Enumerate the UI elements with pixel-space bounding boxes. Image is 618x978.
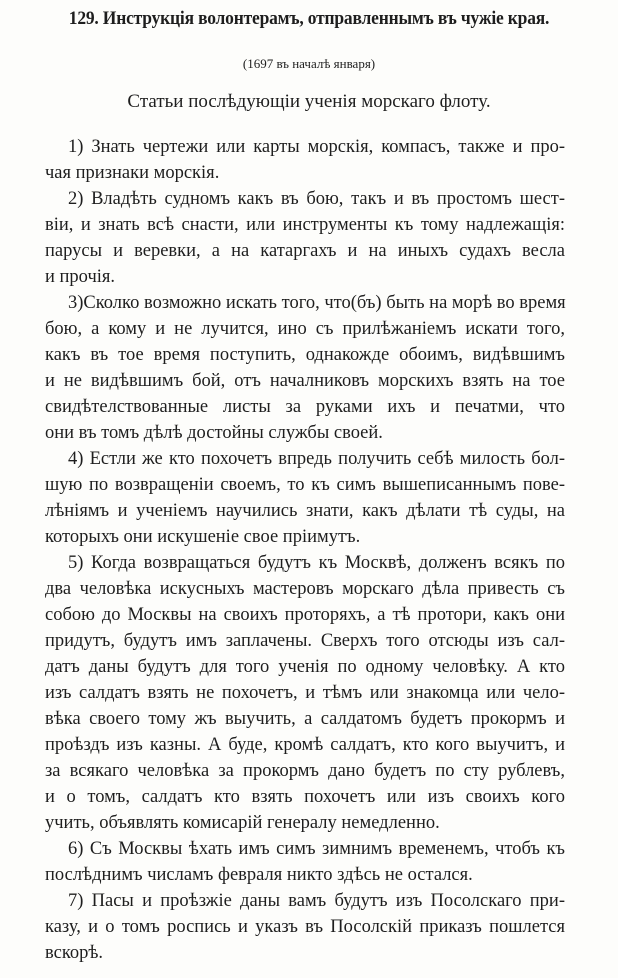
text-line: изъ салдатъ взять не похочетъ, и тѣмъ или знакомца или чело- (45, 683, 565, 703)
text-line: учить, объявлять комисарій генералу немедленно. (45, 813, 440, 833)
text-line: 5) Когда возвращаться будутъ къ Москвѣ, долженъ всякъ по (68, 553, 565, 573)
text-line: два человѣка искусныхъ мастеровъ морскаго дѣла привесть съ (45, 579, 565, 599)
text-line: 3)Сколко возможно искать того, что(бъ) быть на морѣ во время (68, 293, 566, 313)
paragraph-7 (45, 888, 565, 966)
text-line: свидѣтелствованные листы за руками ихъ и печатми, что (45, 397, 565, 417)
text-line: казу, и о томъ роспись и указъ въ Посолскій приказъ пошлется (45, 917, 565, 937)
document-title: 129. Инструкція волонтерамъ, отправленнымъ въ чужіе края. (68, 8, 550, 29)
text-line: за всякаго человѣка за прокормъ дано будетъ по сту рублевъ, (45, 761, 565, 781)
section-heading: Статьи послѣдующіи ученія морскаго флоту. (127, 91, 491, 112)
date-note: (1697 въ началѣ января) (242, 56, 376, 71)
paragraph-4 (45, 446, 565, 550)
text-line: бою, а кому и не лучится, ино съ прилѣжаніемъ искати того, (45, 319, 565, 339)
text-line: и о томъ, салдатъ кто взять похочетъ или изъ своихъ кого (45, 787, 565, 807)
paragraph-2 (45, 186, 565, 290)
text-line: вѣка своего тому жъ выучить, а салдатомъ будетъ прокормъ и (45, 709, 565, 729)
text-line: 4) Естли же кто похочетъ впредь получить себѣ милость бол- (68, 449, 565, 469)
text-line: собою до Москвы на своихъ проторяхъ, а тѣ протори, какъ они (45, 605, 565, 625)
document-body (45, 134, 565, 966)
text-line: проѣздъ изъ казны. А буде, кромѣ салдатъ, кто кого выучитъ, и (45, 735, 565, 755)
text-line: 2) Владѣть судномъ какъ въ бою, такъ и въ простомъ шест- (68, 189, 565, 209)
paragraph-1 (45, 134, 565, 186)
text-line: и прочія. (45, 267, 116, 287)
text-line: віи, и знать всѣ снасти, или инструменты къ тому надлежащія: (45, 215, 565, 235)
paragraph-6 (45, 836, 565, 888)
text-line: 6) Съ Москвы ѣхать имъ симъ зимнимъ временемъ, чтобъ къ (68, 839, 565, 859)
text-line: датъ даны будутъ для того ученія по одному человѣку. А кто (45, 657, 565, 677)
text-line: которыхъ они искушеніе свое пріимутъ. (45, 527, 361, 547)
text-line: и не видѣвшимъ бой, отъ началниковъ морскихъ взять на тое (45, 371, 565, 391)
text-line: чая признаки морскія. (45, 163, 220, 183)
text-line: 1) Знать чертежи или карты морскія, компасъ, также и про- (68, 137, 565, 157)
paragraph-5 (45, 550, 565, 836)
text-line: придутъ, будутъ имъ заплачены. Сверхъ того отсюды изъ сал- (45, 631, 565, 651)
text-line: 7) Пасы и проѣзжіе даны вамъ будутъ изъ Посолскаго при- (68, 891, 565, 911)
text-line: парусы и веревки, а на катаргахъ и на иныхъ судахъ весла (45, 241, 565, 261)
text-line: они въ томъ дѣлѣ достойны службы своей. (45, 423, 383, 443)
text-line: какъ въ тое время поступить, однакожде обоимъ, видѣвшимъ (45, 345, 565, 365)
text-line: лѣніямъ и ученіемъ научились знати, какъ дѣлати тѣ суды, на (45, 501, 565, 521)
text-line: вскорѣ. (45, 943, 104, 963)
text-line: послѣднимъ числамъ февраля никто здѣсь не остался. (45, 865, 473, 885)
paragraph-3 (45, 290, 565, 446)
text-line: шую по возвращеніи своемъ, то къ симъ вышеписаннымъ пове- (45, 475, 565, 495)
